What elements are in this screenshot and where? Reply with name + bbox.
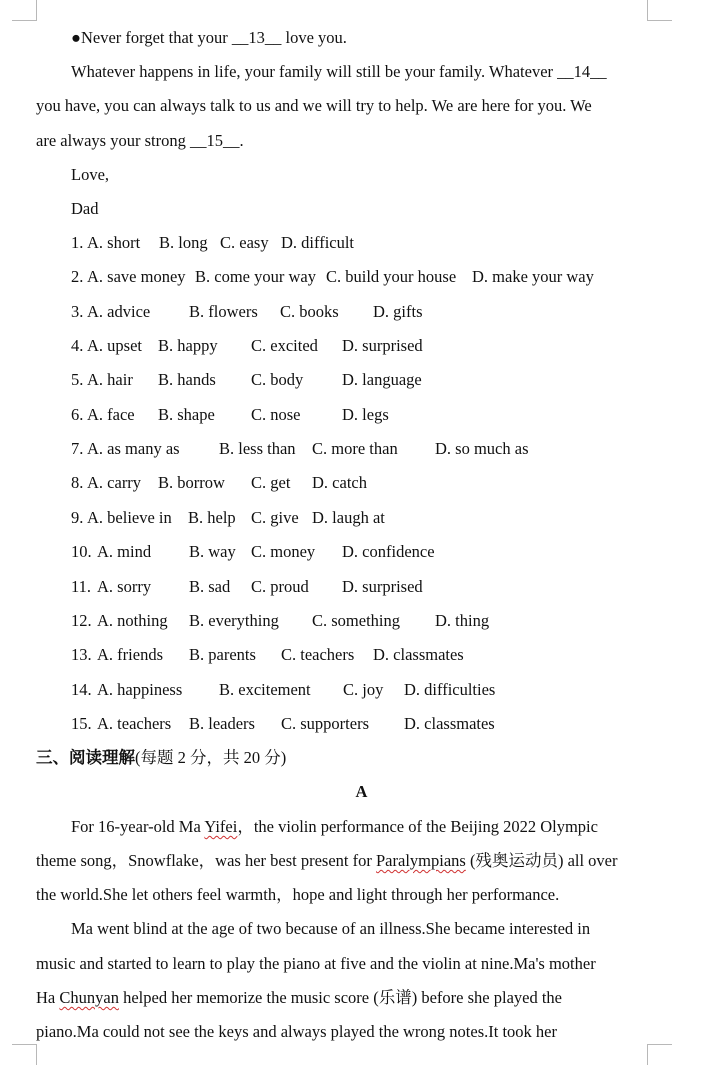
option-choice: D. laugh at [312, 507, 385, 527]
option-number: 6. [71, 404, 84, 424]
option-number: 12. [71, 610, 92, 630]
option-choice: D. difficulties [404, 679, 496, 699]
section-label: 三、阅读理解 [36, 748, 135, 767]
option-choice: D. catch [312, 473, 367, 493]
passage-text: ，the violin performance of the Beijing 2022 Olympic [237, 817, 598, 836]
letter-signature: Dad [71, 199, 99, 218]
option-choice: C. excited [251, 336, 318, 356]
option-choice: B. come your way [195, 267, 316, 287]
passage-line: Ma went blind at the age of two because of an illness.She became interested in [71, 919, 591, 938]
option-choice: B. happy [158, 336, 218, 356]
option-choice: B. everything [189, 610, 279, 630]
option-choice: C. body [251, 370, 304, 390]
option-choice: D. so much as [435, 439, 529, 459]
option-number: 5. [71, 370, 84, 390]
option-choice: D. surprised [342, 576, 423, 596]
option-choice: B. hands [158, 370, 216, 390]
option-choice: B. leaders [189, 713, 255, 733]
option-choice: B. sad [189, 576, 231, 596]
section-heading [36, 748, 286, 768]
option-number: 15. [71, 713, 92, 733]
option-number: 8. [71, 473, 84, 493]
option-choice: C. books [280, 301, 339, 321]
option-choice: A. nothing [97, 610, 168, 630]
option-choice: A. sorry [97, 576, 152, 596]
option-choice: C. build your house [326, 267, 457, 287]
option-choice: A. mind [97, 542, 152, 562]
option-choice: A. as many as [87, 439, 180, 459]
spell-flagged-word: Chunyan [59, 988, 119, 1007]
option-choice: A. teachers [97, 713, 172, 733]
passage-text: Ha [36, 988, 60, 1007]
option-choice: A. happiness [97, 679, 183, 699]
passage-line: the world.She let others feel warmth，hope and light through her performance. [36, 885, 560, 904]
option-choice: C. nose [251, 404, 301, 424]
option-choice: B. long [159, 233, 208, 252]
option-number: 9. [71, 507, 84, 527]
option-choice: C. something [312, 610, 401, 630]
option-choice: B. borrow [158, 473, 225, 493]
spell-flagged-word: Yifei [204, 817, 238, 836]
option-number: 13. [71, 645, 92, 665]
option-choice: C. get [251, 473, 291, 493]
passage-line [36, 851, 618, 871]
passage-text: helped her memorize the music score (乐谱) before she played the [118, 988, 563, 1007]
option-choice: D. classmates [404, 713, 495, 733]
section-note: (每题 2 分，共 20 分) [135, 748, 287, 767]
option-number: 10. [71, 542, 92, 562]
passage-line: music and started to learn to play the piano at five and the violin at nine.Ma's mother [36, 954, 596, 973]
option-number: 7. [71, 439, 84, 459]
option-choice: C. money [251, 542, 316, 562]
option-choice: D. confidence [342, 542, 435, 562]
option-choice: B. way [189, 542, 236, 562]
spell-flagged-word: Paralympians [376, 851, 466, 870]
option-choice: A. carry [87, 473, 142, 493]
option-choice: D. language [342, 370, 422, 390]
passage-title: A [355, 782, 368, 801]
option-choice: B. help [188, 507, 236, 527]
crop-mark-bottom-left [12, 1044, 37, 1065]
option-number: 4. [71, 336, 84, 356]
option-number: 14. [71, 679, 92, 699]
letter-bullet-line: ●Never forget that your __13__ love you. [71, 28, 347, 47]
option-choice: B. shape [158, 404, 215, 424]
option-choice: A. friends [97, 645, 163, 665]
letter-paragraph-line: you have, you can always talk to us and we will try to help. We are here for you. We [36, 96, 592, 115]
option-choice: B. flowers [189, 301, 258, 321]
passage-line: piano.Ma could not see the keys and always played the wrong notes.It took her [36, 1022, 557, 1041]
option-number: 3. [71, 301, 84, 321]
passage-line [71, 817, 598, 837]
crop-mark-bottom-right [647, 1044, 672, 1065]
option-choice: C. joy [343, 679, 384, 699]
option-choice: D. make your way [472, 267, 594, 287]
option-choice: C. easy [220, 233, 269, 252]
option-choice: D. surprised [342, 336, 423, 356]
option-choice: A. upset [87, 336, 142, 356]
option-choice: D. thing [435, 610, 490, 630]
letter-closing: Love, [71, 165, 110, 184]
option-choice: A. advice [87, 301, 151, 321]
option-choice: D. gifts [373, 301, 423, 321]
crop-mark-top-left [12, 0, 37, 21]
passage-text: (残奥运动员) all over [465, 851, 618, 870]
option-choice: D. classmates [373, 645, 464, 665]
option-choice: C. proud [251, 576, 309, 596]
option-choice: A. believe in [87, 507, 172, 527]
option-choice: C. supporters [281, 713, 369, 733]
option-choice: B. less than [219, 439, 296, 459]
letter-paragraph-line: Whatever happens in life, your family will still be your family. Whatever __14__ [71, 62, 607, 81]
passage-line [36, 988, 562, 1008]
option-choice: D. legs [342, 404, 389, 424]
option-choice: C. more than [312, 439, 398, 459]
option-choice: C. teachers [281, 645, 355, 665]
option-choice: C. give [251, 507, 299, 527]
option-choice: A. save money [87, 267, 186, 287]
option-choice: B. excitement [219, 679, 311, 699]
option-choice: D. difficult [281, 233, 355, 252]
option-number: 2. [71, 267, 84, 287]
option-number: 11. [71, 576, 92, 596]
letter-paragraph-line: are always your strong __15__. [36, 131, 244, 150]
passage-text: theme song，Snowflake，was her best present for [36, 851, 376, 870]
crop-mark-top-right [647, 0, 672, 21]
option-choice: B. parents [189, 645, 256, 665]
option-choice: A. hair [87, 370, 133, 390]
option-choice: A. face [87, 404, 135, 424]
passage-text: For 16-year-old Ma [71, 817, 205, 836]
option-number: 1. [71, 233, 84, 252]
option-choice: A. short [87, 233, 141, 252]
